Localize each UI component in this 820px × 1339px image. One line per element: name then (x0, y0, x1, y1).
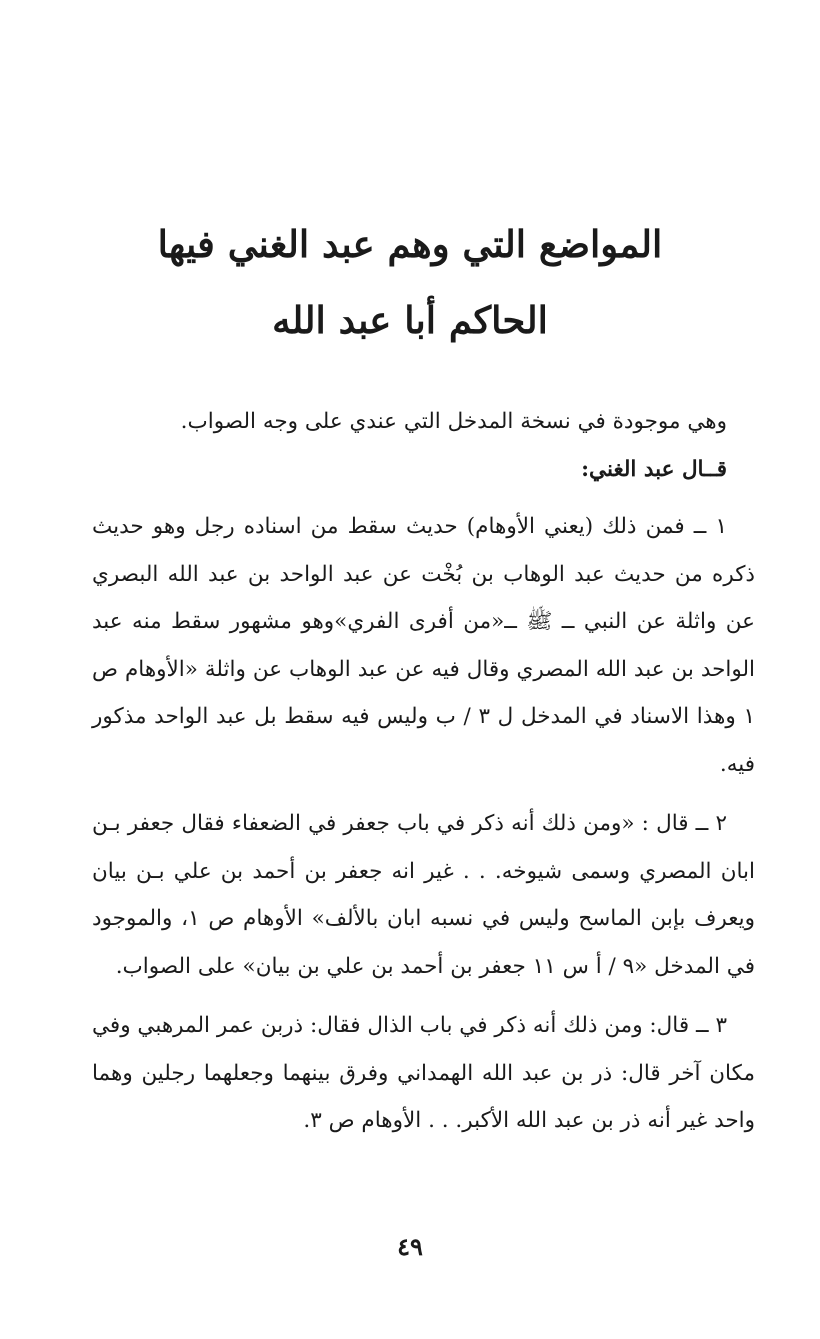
intro-paragraph: وهي موجودة في نسخة المدخل التي عندي على وجه الصواب. (180, 409, 727, 434)
page-number: ٤٩ (397, 1232, 423, 1261)
chapter-title-line-2: الحاكم أبا عبد الله (272, 298, 548, 342)
page-body (92, 398, 755, 1157)
list-item: ١ ــ فمن ذلك (يعني الأوهام) حديث سقط من اسناده رجل وهو حديث ذكره من حديث عبد الوهاب بن بُخْت عن عبد الواحد بن عبد الله البصري عن واثلة عن النبي ــ ﷺ ــ«من أفرى الفري»وهو مشهور سقط منه عبد الواحد بن عبد الله المصري وقال فيه عن عبد الوهاب عن واثلة «الأوهام ص ١ وهذا الاسناد في المدخل ل ٣ / ب وليس فيه سقط بل عبد الواحد مذكور فيه. (92, 514, 755, 777)
chapter-title-line-1: المواضع التي وهم عبد الغني فيها (157, 222, 663, 266)
list-item: ٣ ــ قال: ومن ذلك أنه ذكر في باب الذال فقال: ذربن عمر المرهبي وفي مكان آخر قال: ذر بن عبد الله الهمداني وفرق بينهما وجعلهما رجلين وهما واحد غير أنه ذر بن عبد الله الأكبر. . . الأوهام ص ٣. (92, 1013, 755, 1133)
section-heading: قــال عبد الغني: (581, 456, 727, 482)
list-item: ٢ ــ قال : «ومن ذلك أنه ذكر في باب جعفر في الضعفاء فقال جعفر بـن ابان المصري وسمى شيوخه. . . غير انه جعفر بن أحمد بن علي بـن بيان ويعرف بإبن الماسح وليس في نسبه ابان بالألف» الأوهام ص ١، والموجود في المدخل «٩ / أ س ١١ جعفر بن أحمد بن علي بن بيان» على الصواب. (92, 811, 755, 979)
